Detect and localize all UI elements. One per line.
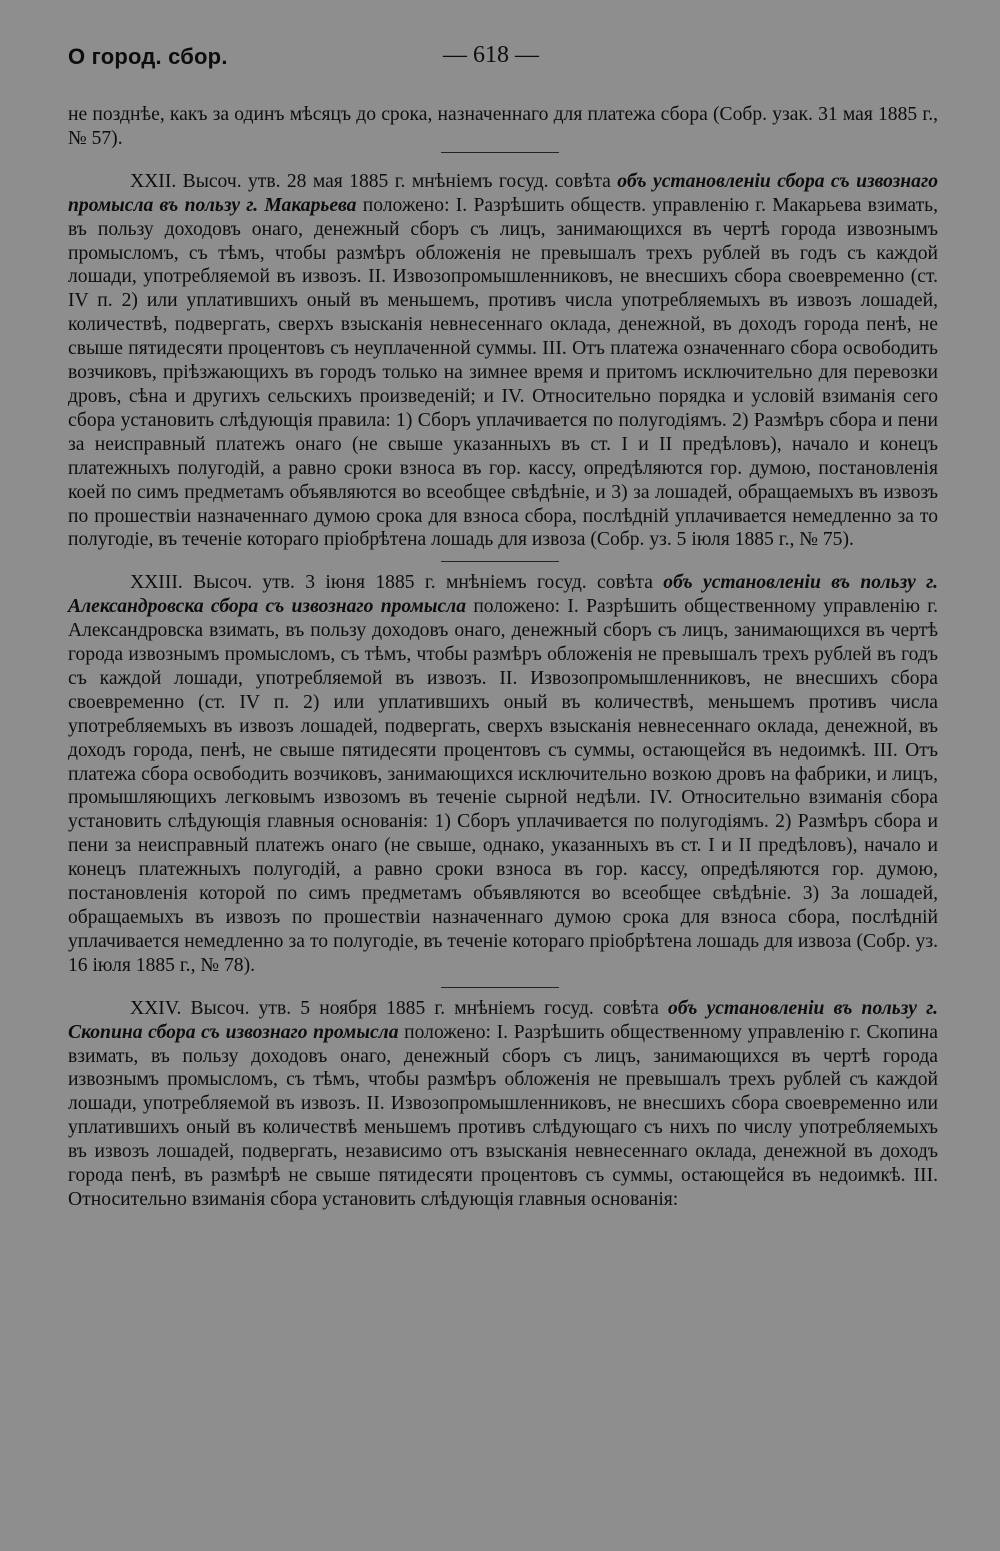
section-lead: XXII. Высоч. утв. 28 мая 1885 г. мнѣніемъ госуд. совѣта [130, 170, 618, 192]
section-divider [441, 152, 559, 153]
section-xxiv [68, 997, 938, 1212]
page-header [68, 38, 938, 78]
section-title: объ установленіи сбора съ извознаго промысла въ пользу г. Макарьева [68, 170, 938, 216]
continuation-paragraph: не позднѣе, какъ за одинъ мѣсяцъ до срока, назначеннаго для платежа сбора (Собр. узак. 31 мая 1885 г., № 57). [68, 104, 938, 149]
section-divider [441, 561, 559, 562]
section-lead: XXIV. Высоч. утв. 5 ноября 1885 г. мнѣніемъ госуд. совѣта [130, 997, 669, 1019]
section-body: положено: I. Разрѣшить общественному управленію г. Скопина взимать, въ пользу доходовъ онаго, денежный сборъ съ лицъ, занимающихся въ чертѣ города извознымъ промысломъ, съ тѣмъ, чтобы размѣръ обложенія не превышалъ трехъ рублей съ каждой лошади, употребляемой въ извозъ. II. Извозопромышленниковъ, не внесшихъ сбора своевременно или уплатившихъ оный въ количествѣ меньшемъ противъ слѣдующаго съ нихъ по числу употребляемыхъ въ извозъ лошадей, подвергать, независимо отъ взысканія невнесеннаго оклада, денежной въ доходъ города пенѣ, въ размѣрѣ не свыше пятидесяти процентовъ съ суммы, остающейся въ недоимкѣ. III. Относительно взиманія сбора установить слѣдующія главныя основанія: [68, 1021, 938, 1210]
section-body: положено: I. Разрѣшить обществ. управленію г. Макарьева взимать, въ пользу доходовъ онаго, денежный сборъ съ лицъ, занимающихся въ чертѣ города извознымъ промысломъ, съ тѣмъ, чтобы размѣръ обложенія не превышалъ трехъ рублей въ годъ съ каждой лошади, употребляемой въ извозъ. II. Извозопромышленниковъ, не внесшихъ сбора своевременно (ст. IV п. 2) или уплатившихъ оный въ меньшемъ, противъ числа употребляемыхъ въ извозъ лошадей, количествѣ, подвергать, сверхъ взысканія невнесеннаго оклада, денежной, въ доходъ города пенѣ, не свыше пятидесяти процентовъ съ неуплаченной суммы. III. Отъ платежа означеннаго сбора освободить возчиковъ, пріѣзжающихъ въ городъ только на зимнее время и притомъ исключительно для перевозки дровъ, сѣна и другихъ сельскихъ произведеній; и IV. Относительно порядка и условій взиманія сего сбора установить слѣдующія правила: 1) Сборъ уплачивается по полугодіямъ. 2) Размѣръ сбора и пени за неисправный платежъ онаго (не свыше указанныхъ въ ст. I и II предѣловъ), начало и конецъ платежныхъ полугодій, а равно сроки взноса въ гор. кассу, опредѣляются гор. думою, постановленія коей по симъ предметамъ объявляются во всеобщее свѣдѣніе, и 3) за лошадей, обращаемыхъ въ извозъ по прошествіи назначеннаго думою срока для взноса сбора, послѣдній уплачивается немедленно за то полугодіе, въ теченіе котораго пріобрѣтена лошадь для извоза (Собр. уз. 5 іюля 1885 г., № 75). [68, 194, 938, 551]
section-divider [441, 987, 559, 988]
section-xxii [68, 170, 938, 553]
section-lead: XXIII. Высоч. утв. 3 іюня 1885 г. мнѣніемъ госуд. совѣта [130, 572, 664, 594]
section-body: положено: I. Разрѣшить общественному управленію г. Александровска взимать, въ пользу доходовъ онаго, денежный сборъ съ лицъ, занимающихся въ чертѣ города извознымъ промысломъ, съ тѣмъ, чтобы размѣръ обложенія не превышалъ трехъ рублей въ годъ съ каждой лошади, употребляемой въ извозъ. II. Извозопромышленниковъ, не внесшихъ сбора своевременно (ст. IV п. 2) или уплатившихъ оный въ количествѣ, меньшемъ противъ числа употребляемыхъ въ извозъ лошадей, подвергать, сверхъ взысканія невнесеннаго оклада, денежной, въ доходъ города, пенѣ, не свыше пятидесяти процентовъ съ суммы, остающейся въ недоимкѣ. III. Отъ платежа сбора освободить возчиковъ, занимающихся исключительно возкою дровъ на фабрики, и лицъ, промышляющихъ легковымъ извозомъ въ теченіе сырной недѣли. IV. Относительно взиманія сбора установить слѣдующія главныя основанія: 1) Сборъ уплачивается по полугодіямъ. 2) Размѣръ сбора и пени за неисправный платежъ онаго (не свыше, однако, указанныхъ въ ст. I и II предѣловъ), начало и конецъ платежныхъ полугодій, а равно сроки взноса въ гор. кассу, опредѣляются гор. думою, постановленія которой по симъ предметамъ объявляются во всеобщее свѣдѣніе. 3) За лошадей, обращаемыхъ въ извозъ по прошествіи назначеннаго думою срока для взноса сбора, послѣдній уплачивается немедленно за то полугодіе, въ теченіе котораго пріобрѣтена лошадь для извоза (Собр. уз. 16 іюля 1885 г., № 78). [68, 596, 938, 976]
section-title: объ установленіи въ пользу г. Скопина сбора съ извознаго промысла [68, 997, 938, 1043]
section-title: объ установленіи въ пользу г. Александровска сбора съ извознаго промысла [68, 572, 938, 618]
page-number: — 618 — [443, 42, 539, 68]
section-xxiii [68, 571, 938, 977]
running-title: О город. сбор. [68, 44, 228, 69]
page-body [68, 103, 938, 1212]
